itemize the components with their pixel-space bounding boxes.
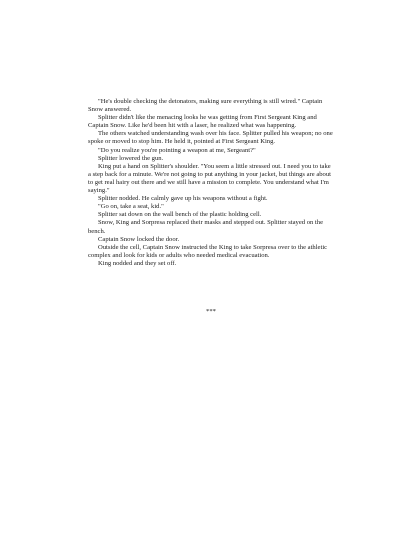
paragraph: Snow, King and Sorpresa replaced their masks and stepped out. Splitter stayed on the bench. (88, 219, 323, 235)
paragraph: Outside the cell, Captain Snow instructed the King to take Sorpresa over to the athletic complex and look for kids or adults who needed medical evacuation. (88, 243, 328, 259)
paragraph: "Do you realize you're pointing a weapon at me, Sergeant?" (98, 146, 256, 154)
scene-break: *** (206, 308, 216, 315)
paragraph: Splitter sat down on the wall bench of the plastic holding cell. (98, 211, 262, 219)
body-text (88, 98, 334, 268)
paragraph: King put a hand on Splitter's shoulder. "You seem a little stressed out. I need you to take a step back for a minute. We're not going to put anything in your jacket, but things are about to get real hairy out there and we still have a mission to complete. You understand what I'm saying." (88, 162, 331, 195)
paragraph: King nodded and they set off. (98, 259, 177, 267)
paragraph: "He's double checking the detonators, making sure everything is still wired." Captain Snow answered. (88, 98, 323, 114)
paragraph: "Go on, take a seat, kid." (98, 203, 164, 211)
paragraph: Splitter didn't like the menacing looks he was getting from First Sergeant King and Captain Snow. Like he'd been hit with a laser, he realized what was happening. (88, 114, 317, 130)
paragraph: The others watched understanding wash over his face. Splitter pulled his weapon; no one spoke or moved to stop him. He held it, pointed at First Sergeant King. (88, 130, 333, 146)
paragraph: Captain Snow locked the door. (98, 235, 180, 243)
paragraph: Splitter nodded. He calmly gave up his weapons without a fight. (98, 195, 268, 203)
paragraph: Splitter lowered the gun. (98, 154, 164, 162)
